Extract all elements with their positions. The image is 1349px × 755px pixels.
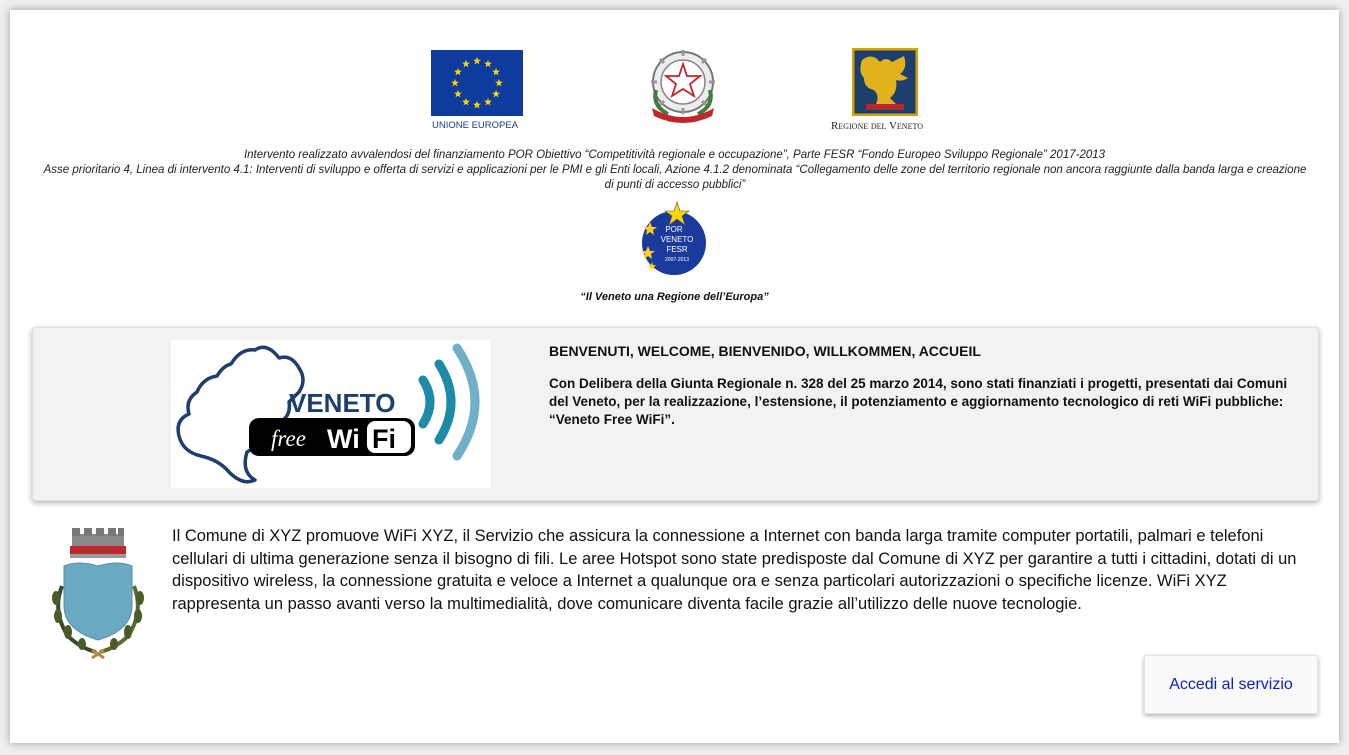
por-line1: POR bbox=[665, 225, 683, 234]
eu-caption: UNIONE EUROPEA bbox=[432, 120, 519, 131]
wifi-logo-wi: Wi bbox=[327, 424, 360, 454]
crest-icon bbox=[48, 526, 148, 661]
page-container bbox=[10, 10, 1339, 743]
eu-flag-logo bbox=[431, 50, 523, 116]
region-motto: “Il Veneto una Regione dell’Europa” bbox=[580, 291, 769, 303]
por-line2: VENETO bbox=[660, 235, 694, 244]
funding-note-line2: Asse prioritario 4, Linea di intervento 4.1: Interventi di sviluppo e offerta di servizi e applicazioni per le PMI e gli Enti locali, Azione 4.1.2 denominata “Collegamento delle zone del territorio regionale non ancora raggiunte dalla banda larga e creazione di punti di accesso pubblici” bbox=[43, 164, 1307, 191]
wifi-logo-free: free bbox=[271, 426, 306, 451]
veneto-free-wifi-logo bbox=[171, 340, 491, 488]
service-description: Il Comune di XYZ promuove WiFi XYZ, il Servizio che assicura la connessione a Internet con banda larga tramite computer portatili, palmari e telefoni cellulari di ultima generazione senza il bisogno di fili. Le aree Hotspot sono state predisposte dal Comune di XYZ per garantire a tutti i cittadini, dotati di un dispositivo wireless, la connessione gratuita e veloce a Internet a qualunque ora e senza particolari autorizzazioni o specifiche licenze. WiFi XYZ rappresenta un passo avanti verso la multimedialità, dove comunicare diventa facile grazie all’utilizzo delle nuove tecnologie. bbox=[172, 527, 1297, 613]
italian-republic-emblem bbox=[646, 46, 720, 124]
funding-note-line1: Intervento realizzato avvalendosi del finanziamento POR Obiettivo “Competitività regionale e occupazione”, Parte FESR “Fondo Europeo Sviluppo Regionale” 2017-2013 bbox=[243, 149, 1106, 161]
access-service-button[interactable]: Accedi al servizio bbox=[1144, 655, 1318, 714]
por-fesr-icon bbox=[638, 200, 710, 278]
veneto-lion-emblem bbox=[852, 48, 918, 116]
welcome-text: Con Delibera della Giunta Regionale n. 328 del 25 marzo 2014, sono stati finanziati i progetti, presentati dai Comuni del Veneto, per la realizzazione, l’estensione, il potenziamento e aggiornamento tecnologico di reti WiFi pubbliche: “Veneto Free WiFi”. bbox=[549, 376, 1288, 427]
institution-logos bbox=[424, 24, 946, 132]
italy-emblem-icon bbox=[646, 46, 720, 124]
wifi-logo-fi: Fi bbox=[372, 424, 396, 454]
veneto-caption: Regione del Veneto bbox=[831, 120, 923, 132]
eu-flag-icon bbox=[431, 50, 523, 116]
municipality-crest bbox=[48, 526, 148, 661]
por-line4: 2007-2013 bbox=[665, 257, 689, 263]
welcome-panel bbox=[32, 327, 1319, 501]
wifi-logo-veneto: VENETO bbox=[289, 388, 396, 418]
por-veneto-badge bbox=[638, 200, 710, 278]
por-line3: FESR bbox=[666, 245, 688, 254]
welcome-title: BENVENUTI, WELCOME, BIENVENIDO, WILLKOMMEN, ACCUEIL bbox=[549, 343, 981, 359]
veneto-lion-icon bbox=[852, 48, 918, 116]
veneto-free-wifi-icon bbox=[171, 340, 491, 488]
